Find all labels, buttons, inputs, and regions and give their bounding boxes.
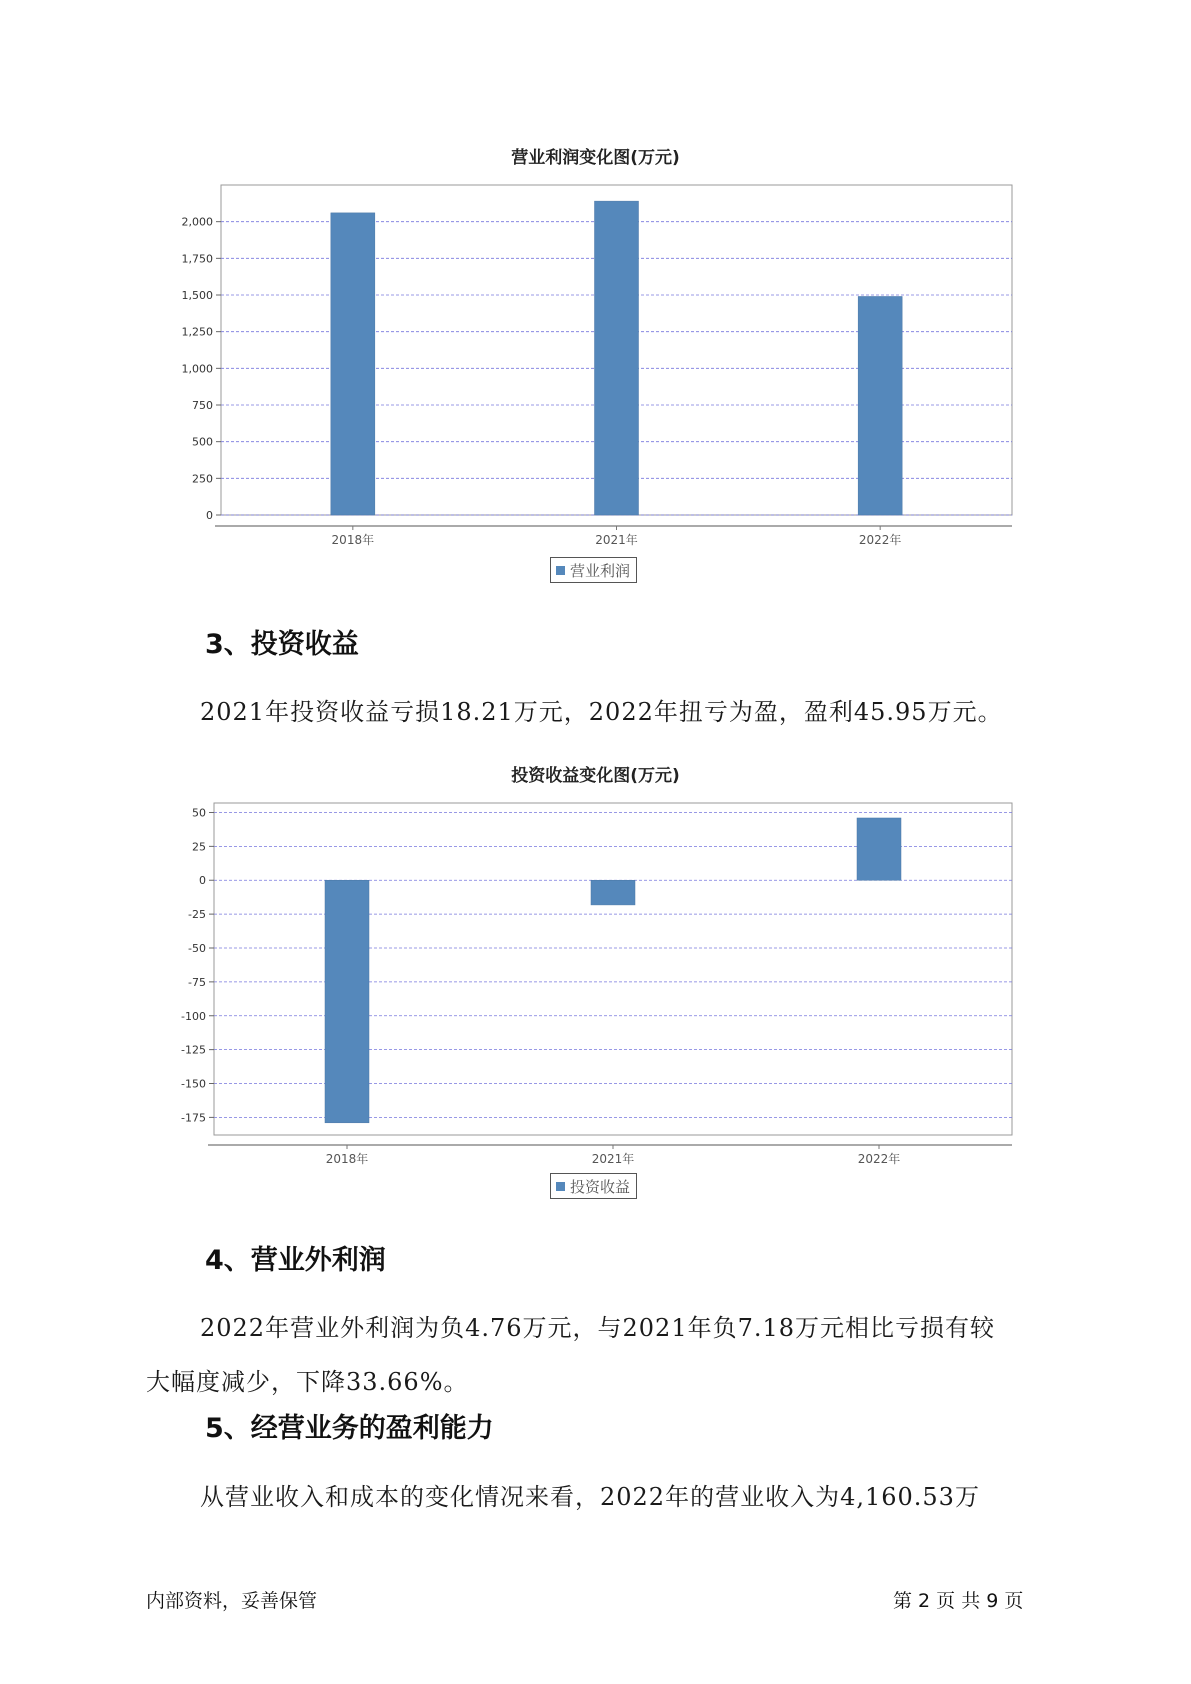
- y-tick-label: 750: [192, 399, 213, 412]
- x-tick-label: 2021年: [591, 1152, 635, 1166]
- footer-confidential: 内部资料，妥善保管: [146, 1590, 318, 1612]
- legend-label: 营业利润: [570, 562, 631, 580]
- bar: [595, 201, 639, 515]
- y-tick-label: 2,000: [181, 215, 213, 229]
- chart-title: 投资收益变化图(万元): [511, 766, 680, 786]
- paragraph-line: 2021年投资收益亏损18.21万元，2022年扭亏为盈，盈利45.95万元。: [200, 698, 1003, 726]
- bar: [325, 880, 369, 1123]
- section-heading: 3、投资收益: [205, 629, 359, 660]
- page-number: 第 2 页 共 9 页: [893, 1590, 1024, 1612]
- y-tick-label: 25: [192, 840, 206, 854]
- legend-swatch: [556, 566, 565, 575]
- y-tick-label: 0: [206, 509, 213, 522]
- chart-title: 营业利润变化图(万元): [511, 148, 680, 168]
- chart-legend: [550, 557, 637, 583]
- y-tick-label: -25: [188, 908, 206, 922]
- bar: [591, 880, 635, 905]
- y-tick-label: 1,500: [181, 289, 213, 302]
- x-tick-label: 2018年: [325, 1152, 369, 1166]
- x-tick-label: 2021年: [595, 533, 638, 547]
- y-tick-label: -50: [188, 941, 206, 955]
- chart-legend: [550, 1173, 637, 1199]
- y-tick-label: -100: [181, 1009, 206, 1023]
- investment-income-chart: [0, 780, 1191, 1170]
- y-tick-label: -125: [181, 1043, 206, 1057]
- paragraph-line: 大幅度减少，下降33.66%。: [146, 1368, 469, 1396]
- x-tick-label: 2022年: [857, 1152, 901, 1166]
- x-tick-label: 2018年: [331, 533, 375, 547]
- bar: [858, 296, 902, 515]
- x-tick-label: 2022年: [858, 533, 902, 547]
- y-tick-label: 0: [199, 874, 206, 888]
- y-tick-label: 1,000: [181, 362, 213, 376]
- y-tick-label: 500: [192, 435, 213, 449]
- y-tick-label: 50: [192, 806, 206, 820]
- section-heading: 5、经营业务的盈利能力: [205, 1413, 494, 1444]
- bar: [857, 818, 901, 880]
- legend-swatch: [556, 1182, 565, 1191]
- legend-label: 投资收益: [570, 1178, 631, 1196]
- y-tick-label: -150: [181, 1077, 206, 1091]
- y-tick-label: -75: [188, 975, 206, 989]
- y-tick-label: 1,250: [181, 325, 213, 339]
- y-tick-label: 250: [192, 472, 213, 486]
- bar: [331, 213, 375, 515]
- y-tick-label: 1,750: [181, 252, 213, 266]
- section-heading: 4、营业外利润: [205, 1245, 386, 1276]
- operating-profit-chart: [0, 0, 1191, 560]
- paragraph-line: 2022年营业外利润为负4.76万元，与2021年负7.18万元相比亏损有较: [200, 1314, 996, 1342]
- paragraph-line: 从营业收入和成本的变化情况来看，2022年的营业收入为4,160.53万: [200, 1483, 980, 1511]
- y-tick-label: -175: [181, 1111, 206, 1125]
